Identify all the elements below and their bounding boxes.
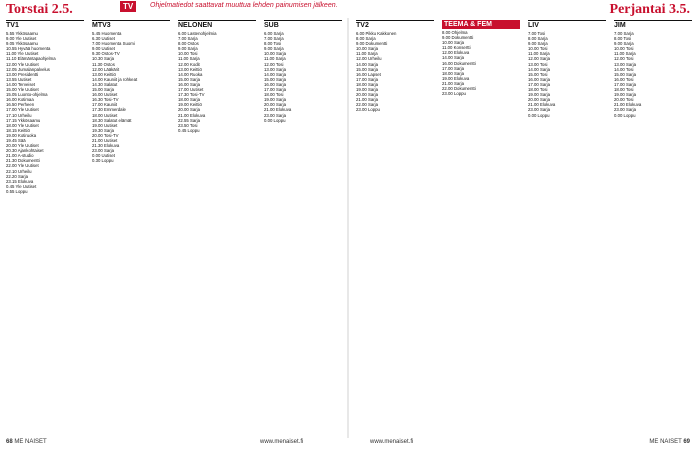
program-item: 19.30 Sarja xyxy=(92,127,114,133)
program-item: 13.00 Tosi xyxy=(528,61,548,67)
program-item: 16.00 Tosi xyxy=(614,76,634,82)
program-item: 6.00 Lastenohjelmia xyxy=(178,31,217,36)
program-item: 16.00 Dokumentti xyxy=(442,60,476,66)
program-item: 19.45 Sää xyxy=(6,137,26,143)
program-item: 7.00 Huomenta Suomi xyxy=(92,41,135,47)
channel-heading: MTV3 xyxy=(92,20,170,30)
program-item: 20.00 Sarja xyxy=(178,107,200,113)
program-item: 10.00 Sarja xyxy=(442,40,464,46)
channel-column xyxy=(92,20,170,436)
program-item: 12.00 Tosi xyxy=(264,61,284,67)
program-item: 17.00 Sarja xyxy=(356,76,378,82)
program-item: 21.00 Elokuva xyxy=(264,107,292,113)
program-item: 21.00 Sarja xyxy=(356,97,378,103)
program-item: 11.00 Sarja xyxy=(178,56,200,62)
program-item: 8.00 Sarja xyxy=(356,36,376,42)
program-item: 18.00 Uutiset xyxy=(92,112,118,118)
program-item: 12.00 Yle Uutiset xyxy=(6,61,39,67)
program-item: 17.30 Tosi-TV xyxy=(178,92,205,98)
program-item: 11.30 Ostos xyxy=(92,61,115,67)
footer-left xyxy=(6,439,47,449)
program-item: 11.00 Sarja xyxy=(264,56,286,62)
program-item: 20.00 Sarja xyxy=(264,102,286,108)
header-tagline: Ohjelmatiedot saattavat muuttua lehden painumisen jälkeen. xyxy=(150,2,338,9)
program-item: 14.00 Sarja xyxy=(356,61,378,67)
program-item: 18.00 Sarja xyxy=(442,70,464,76)
program-item: 0.00 Loppu xyxy=(614,112,636,118)
program-item: 18.00 Tosi xyxy=(528,87,548,93)
program-item: 11.00 Sarja xyxy=(614,51,636,57)
program-item: 15.00 Sarja xyxy=(264,76,286,82)
channel-column xyxy=(442,20,520,436)
program-item: 17.15 Ykkösaamu xyxy=(6,117,41,123)
program-item: 16.00 Kotimaa xyxy=(6,97,34,103)
program-item: 15.05 Luonto-ohjelma xyxy=(6,92,48,98)
program-item: 23.00 Loppu xyxy=(356,107,380,113)
program-item: 18.00 Sarja xyxy=(178,97,200,103)
program-item: 19.00 Sarja xyxy=(264,97,286,103)
right-brand: ME NAISET xyxy=(649,439,682,445)
program-item: 22.00 Dokumentti xyxy=(442,86,476,92)
left-brand: ME NAISET xyxy=(14,439,47,445)
program-item: 11.00 Konsertti xyxy=(442,45,471,51)
program-item: 13.00 Sarja xyxy=(614,61,636,67)
program-item: 7.00 Tosi xyxy=(528,31,546,36)
program-item: 23.00 Sarja xyxy=(92,148,114,154)
program-item: 8.00 Ohjelma xyxy=(442,30,468,35)
program-item: 19.00 Uutiset xyxy=(92,122,118,128)
program-item: 7.00 Sarja xyxy=(264,36,284,42)
program-item: 0.45 Yle Uutiset xyxy=(6,183,37,189)
program-item: 5.45 Huomenta xyxy=(92,31,122,36)
program-item: 9.00 Sarja xyxy=(178,46,198,52)
program-item: 14.30 Salatut xyxy=(92,81,118,87)
program-item: 23.00 Sarja xyxy=(528,107,550,113)
program-item: 7.00 Sarja xyxy=(178,36,198,42)
program-item: 6.00 Pikku Kakkonen xyxy=(356,31,397,36)
channel-heading: JIM xyxy=(614,20,692,30)
program-item: 21.30 Dokumentti xyxy=(6,158,40,164)
program-item: 0.00 Uutiset xyxy=(92,153,115,159)
page-header xyxy=(0,0,696,18)
program-item: 0.45 Loppu xyxy=(178,127,200,133)
program-item: 0.00 Loppu xyxy=(528,112,550,118)
program-item: 14.00 Tosi xyxy=(614,66,634,72)
channel-column xyxy=(614,20,692,436)
program-item: 15.00 Sarja xyxy=(356,66,378,72)
program-item: 14.00 Kauniit ja rohkeat xyxy=(92,76,138,82)
program-item: 14.00 Sarja xyxy=(528,66,550,72)
program-item: 14.00 Sarja xyxy=(442,55,464,61)
program-item: 21.00 A-studio xyxy=(6,153,34,159)
program-item: 16.50 Perheen xyxy=(6,102,35,108)
program-item: 12.00 Sarja xyxy=(528,56,550,62)
website-link-left[interactable]: www.menaiset.fi xyxy=(260,439,304,445)
program-item: 21.00 Sarja xyxy=(442,80,464,86)
program-item: 5.55 Ykkösaamu xyxy=(6,31,38,36)
program-item: 16.00 Sarja xyxy=(528,76,550,82)
program-item: 16.00 Lapset xyxy=(356,71,381,77)
program-item: 15.00 Tosi xyxy=(528,71,548,77)
program-item: 8.00 Tosi xyxy=(264,41,282,47)
program-item: 15.00 Sarja xyxy=(92,87,114,93)
program-item: 23.50 Tosi xyxy=(178,122,198,128)
program-item: 9.30 Ostos-TV xyxy=(92,51,120,57)
program-item: 9.00 Uutiset xyxy=(92,46,115,52)
channel-column xyxy=(178,20,256,436)
program-item: 9.00 Sarja xyxy=(528,41,548,47)
program-item: 19.00 Sarja xyxy=(528,92,550,98)
program-item: 16.30 Tosi-TV xyxy=(92,97,119,103)
program-item: 9.00 Sarja xyxy=(614,41,634,47)
program-item: 15.00 Sarja xyxy=(178,76,200,82)
program-item: 18.00 Sarja xyxy=(356,81,378,87)
program-item: 10.00 Tosi xyxy=(614,46,634,52)
program-item: 12.00 Kodit xyxy=(178,61,200,67)
website-link-right[interactable]: www.menaiset.fi xyxy=(370,439,414,445)
channel-heading: TEEMA & FEM xyxy=(442,20,520,29)
program-item: 15.00 Sarja xyxy=(614,71,636,77)
program-item: 19.00 Kotiruoka xyxy=(6,132,37,138)
program-item: 11.00 Yle Uutiset xyxy=(6,51,39,57)
program-item: 8.00 Ostos xyxy=(178,41,199,47)
program-item: 17.00 Sarja xyxy=(528,81,550,87)
program-item: 18.00 Tosi xyxy=(614,87,634,93)
program-item: 21.30 Elokuva xyxy=(92,143,120,149)
program-item: 11.00 Sarja xyxy=(528,51,550,57)
program-item: 13.00 Presidentti xyxy=(6,71,39,77)
program-item: 23.15 Elokuva xyxy=(6,178,34,184)
program-item: 23.00 Sarja xyxy=(264,112,286,118)
channel-heading: SUB xyxy=(264,20,342,30)
program-item: 22.20 Sarja xyxy=(6,173,28,179)
program-item: 9.00 Sarja xyxy=(264,46,284,52)
footer-right xyxy=(649,439,690,449)
program-item: 23.00 Sarja xyxy=(614,107,636,113)
program-item: 7.00 Sarja xyxy=(614,31,634,36)
program-item: 13.00 Keittiö xyxy=(178,66,202,72)
program-item: 21.00 Elokuva xyxy=(528,102,556,108)
program-item: 10.00 Tosi xyxy=(178,51,198,57)
program-item: 17.00 Sarja xyxy=(442,65,464,71)
left-day-title: Torstai 2.5. xyxy=(6,2,73,17)
program-item: 0.55 Loppu xyxy=(6,188,28,194)
program-item: 10.00 Sarja xyxy=(264,51,286,57)
program-item: 10.55 Hyvää huomenta xyxy=(6,46,51,52)
footer-center-left xyxy=(260,439,303,449)
program-item: 12.05 Jumalanpalvelus xyxy=(6,66,50,72)
program-item: 20.00 Tosi xyxy=(614,97,634,103)
program-item: 8.00 Tosi xyxy=(614,36,632,42)
channel-column xyxy=(528,20,606,436)
program-item: 21.00 Elokuva xyxy=(614,102,642,108)
program-item: 20.30 Ajankohtaiset xyxy=(6,148,44,154)
program-item: 19.00 Keittiö xyxy=(178,102,202,108)
program-item: 17.00 Yle Uutiset xyxy=(6,107,39,113)
left-page-number: 68 xyxy=(6,439,13,445)
program-item: 20.00 Tosi-TV xyxy=(92,132,119,138)
channel-heading: LIV xyxy=(528,20,606,30)
right-day-title: Perjantai 3.5. xyxy=(609,2,690,17)
program-item: 6.30 Uutiset xyxy=(92,36,115,42)
program-item: 11.10 Elämäntapaohjelma xyxy=(6,56,56,62)
program-item: 17.00 Kauniit xyxy=(92,102,118,108)
program-item: 6.00 Sarja xyxy=(264,31,284,36)
program-item: 16.00 Sarja xyxy=(264,81,286,87)
program-item: 14.00 Terveiset xyxy=(6,81,36,87)
program-item: 16.00 Uutiset xyxy=(92,92,118,98)
program-item: 18.30 Salatut elämät xyxy=(92,117,132,123)
program-item: 19.00 Sarja xyxy=(356,87,378,93)
program-item: 21.00 Elokuva xyxy=(178,112,206,118)
program-item: 12.00 Urheilu xyxy=(356,56,382,62)
program-item: 18.00 Yle Uutiset xyxy=(6,122,39,128)
program-item: 17.00 Sarja xyxy=(264,87,286,93)
program-item: 9.00 Dokumentti xyxy=(356,41,388,47)
page-spine xyxy=(347,18,349,438)
program-item: 13.00 Sarja xyxy=(264,66,286,72)
program-item: 12.00 Lääkärit xyxy=(92,66,120,72)
program-item: 0.00 Loppu xyxy=(264,117,286,123)
program-item: 14.00 Ruoka xyxy=(178,71,203,77)
program-item: 20.00 Sarja xyxy=(528,97,550,103)
program-item: 23.00 Loppu xyxy=(442,91,466,97)
program-item: 20.00 Sarja xyxy=(356,92,378,98)
program-item: 12.00 Elokuva xyxy=(442,50,470,56)
program-item: 10.00 Sarja xyxy=(356,46,378,52)
channel-heading: TV1 xyxy=(6,20,84,30)
program-item: 19.00 Elokuva xyxy=(442,75,470,81)
program-item: 9.00 Dokumentti xyxy=(442,35,474,41)
program-item: 19.00 Sarja xyxy=(614,92,636,98)
program-item: 8.00 Sarja xyxy=(528,36,548,42)
program-item: 15.00 Yle Uutiset xyxy=(6,87,39,93)
program-item: 18.00 Tosi xyxy=(264,92,284,98)
program-item: 17.00 Sarja xyxy=(614,81,636,87)
program-item: 16.00 Sarja xyxy=(178,81,200,87)
program-item: 0.30 Loppu xyxy=(92,158,114,164)
footer-center-right xyxy=(370,439,413,449)
channel-heading: NELONEN xyxy=(178,20,256,30)
program-item: 22.00 Yle Uutiset xyxy=(6,163,39,169)
tv-logo: TV xyxy=(120,1,136,12)
program-item: 10.00 Tosi xyxy=(528,46,548,52)
program-item: 18.15 Keittiö xyxy=(6,127,30,133)
program-item: 22.10 Urheilu xyxy=(6,168,32,174)
program-item: 17.10 Urheilu xyxy=(6,112,32,118)
program-item: 9.00 Yle Uutiset xyxy=(6,36,37,42)
right-page-number: 69 xyxy=(683,439,690,445)
program-item: 12.00 Tosi xyxy=(614,56,634,62)
channel-column xyxy=(356,20,434,436)
channel-column xyxy=(264,20,342,436)
channel-column xyxy=(6,20,84,436)
program-item: 10.30 Sarja xyxy=(92,56,114,62)
program-item: 22.00 Sarja xyxy=(356,102,378,108)
program-item: 20.00 Yle Uutiset xyxy=(6,143,39,149)
program-item: 17.30 Emmerdale xyxy=(92,107,126,113)
program-item: 17.00 Uutiset xyxy=(178,87,204,93)
program-item: 21.00 Uutiset xyxy=(92,137,118,143)
program-item: 11.00 Sarja xyxy=(356,51,378,57)
program-item: 13.55 Uutiset xyxy=(6,76,32,82)
program-item: 9.05 Ykkösaamu xyxy=(6,41,38,47)
program-item: 13.00 Keittiö xyxy=(92,71,116,77)
channel-heading: TV2 xyxy=(356,20,434,30)
program-item: 14.00 Sarja xyxy=(264,71,286,77)
program-item: 22.55 Sarja xyxy=(178,117,200,123)
